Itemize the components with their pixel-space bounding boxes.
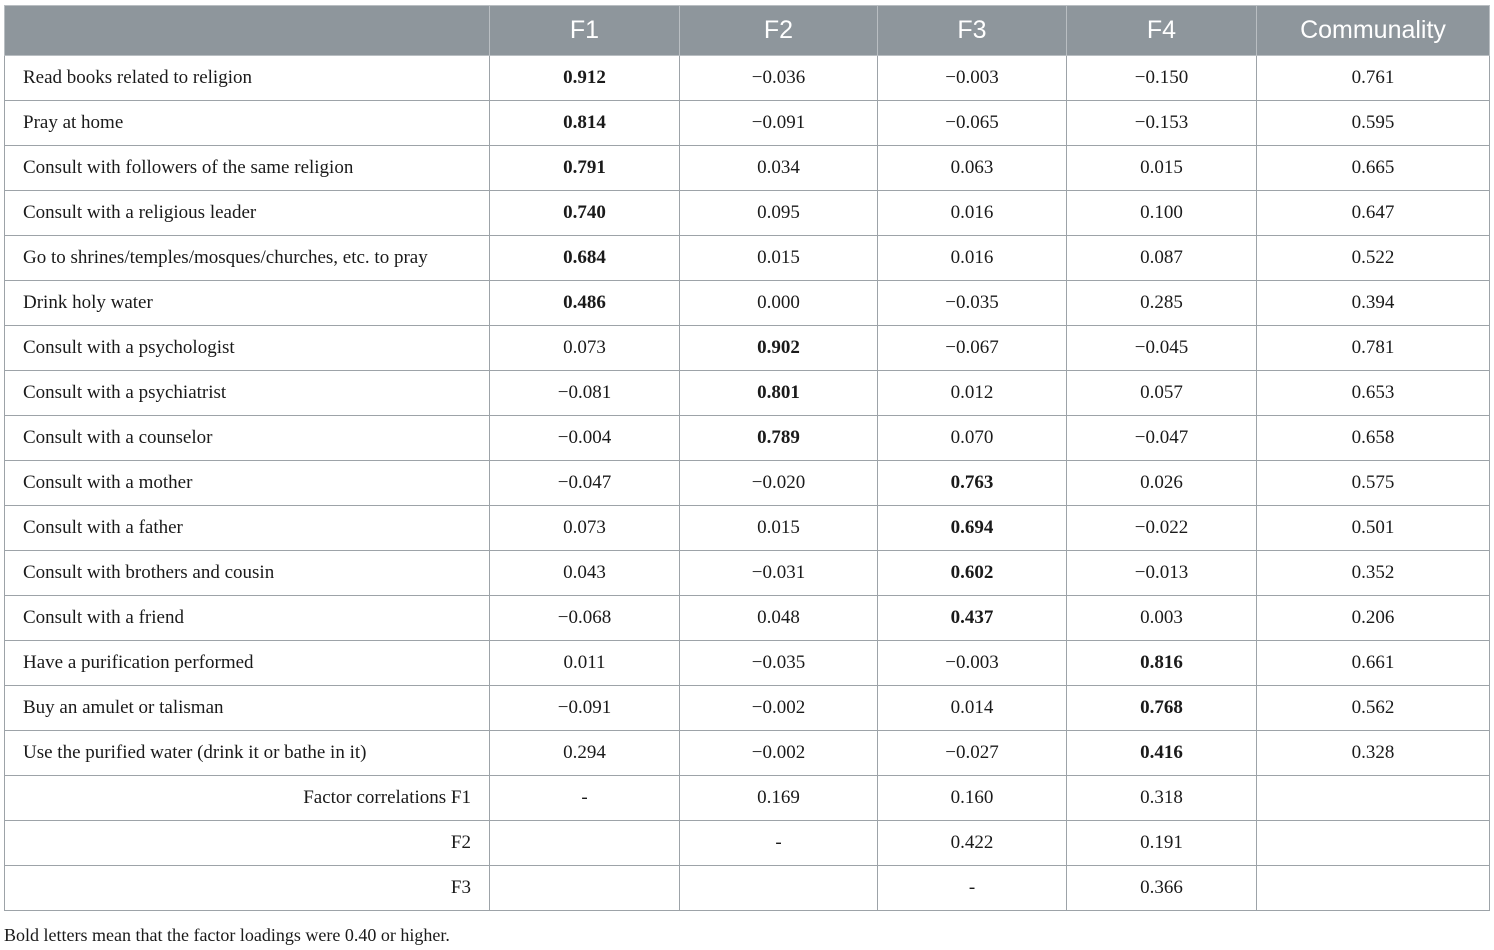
cell-communality: 0.665 [1257, 146, 1490, 191]
correlation-label: F3 [5, 866, 490, 911]
table-row [5, 326, 1490, 371]
bold-loading: 0.816 [1140, 652, 1183, 673]
cell-f1: - [490, 776, 680, 821]
cell-f3: 0.070 [878, 416, 1067, 461]
cell-f2: 0.015 [680, 236, 878, 281]
cell-f2: −0.020 [680, 461, 878, 506]
item-label: Consult with a father [5, 506, 490, 551]
table-row [5, 236, 1490, 281]
cell-f2: 0.048 [680, 596, 878, 641]
bold-loading: 0.763 [950, 472, 994, 493]
item-label: Buy an amulet or talisman [5, 686, 490, 731]
cell-f4: 0.366 [1067, 866, 1257, 911]
cell-f3: - [878, 866, 1067, 911]
correlation-label: F2 [5, 821, 490, 866]
cell-communality: 0.352 [1257, 551, 1490, 596]
item-label: Consult with followers of the same religion [5, 146, 490, 191]
table-row [5, 281, 1490, 326]
cell-f4: 0.057 [1067, 371, 1257, 416]
cell-f4 [1067, 731, 1257, 776]
cell-communality: 0.781 [1257, 326, 1490, 371]
correlation-row [5, 821, 1490, 866]
item-label: Consult with a religious leader [5, 191, 490, 236]
item-label: Have a purification performed [5, 641, 490, 686]
cell-f3 [878, 506, 1067, 551]
cell-communality: 0.562 [1257, 686, 1490, 731]
bold-loading: 0.602 [950, 562, 994, 583]
cell-f2: 0.095 [680, 191, 878, 236]
cell-f1 [490, 281, 680, 326]
table-row [5, 506, 1490, 551]
bold-loading: 0.814 [563, 112, 606, 133]
cell-f4: −0.013 [1067, 551, 1257, 596]
bold-loading: 0.801 [757, 382, 800, 403]
cell-f3: −0.035 [878, 281, 1067, 326]
cell-f4: −0.150 [1067, 56, 1257, 101]
cell-f1: 0.043 [490, 551, 680, 596]
cell-f3 [878, 461, 1067, 506]
cell-f2: −0.035 [680, 641, 878, 686]
cell-f1 [490, 236, 680, 281]
cell-communality: 0.658 [1257, 416, 1490, 461]
bold-loading: 0.684 [563, 247, 606, 268]
cell-f3: 0.012 [878, 371, 1067, 416]
cell-f1: 0.073 [490, 506, 680, 551]
table-header [5, 6, 1490, 56]
table-row [5, 371, 1490, 416]
bold-loading: 0.912 [563, 67, 606, 88]
cell-f3 [878, 551, 1067, 596]
bold-loading: 0.902 [757, 337, 800, 358]
bold-loading: 0.437 [950, 607, 994, 628]
table-row [5, 551, 1490, 596]
cell-f4: 0.026 [1067, 461, 1257, 506]
table-row [5, 731, 1490, 776]
cell-communality: 0.661 [1257, 641, 1490, 686]
header-cell-item [5, 6, 490, 56]
cell-communality [1257, 776, 1490, 821]
cell-communality: 0.575 [1257, 461, 1490, 506]
item-label: Use the purified water (drink it or bathe in it) [5, 731, 490, 776]
cell-f4: 0.100 [1067, 191, 1257, 236]
cell-f1: 0.294 [490, 731, 680, 776]
header-cell-f2: F2 [680, 6, 878, 56]
table-row [5, 596, 1490, 641]
bold-loading: 0.486 [563, 292, 606, 313]
table-row [5, 146, 1490, 191]
cell-f2: −0.031 [680, 551, 878, 596]
cell-f1 [490, 56, 680, 101]
cell-f4: −0.153 [1067, 101, 1257, 146]
header-row [5, 6, 1490, 56]
bold-loading: 0.694 [950, 517, 994, 538]
cell-f1: −0.068 [490, 596, 680, 641]
cell-f4: 0.015 [1067, 146, 1257, 191]
item-label: Consult with a mother [5, 461, 490, 506]
header-cell-f4: F4 [1067, 6, 1257, 56]
cell-communality: 0.328 [1257, 731, 1490, 776]
cell-f2: 0.169 [680, 776, 878, 821]
item-label: Consult with a psychiatrist [5, 371, 490, 416]
cell-f4: 0.285 [1067, 281, 1257, 326]
correlation-row [5, 776, 1490, 821]
item-label: Go to shrines/temples/mosques/churches, etc. to pray [5, 236, 490, 281]
cell-f2 [680, 326, 878, 371]
cell-f3: 0.016 [878, 236, 1067, 281]
table-row [5, 686, 1490, 731]
cell-f4: 0.087 [1067, 236, 1257, 281]
cell-f1 [490, 866, 680, 911]
cell-f4: 0.318 [1067, 776, 1257, 821]
cell-communality [1257, 821, 1490, 866]
cell-f4: 0.003 [1067, 596, 1257, 641]
cell-f4 [1067, 641, 1257, 686]
bold-loading: 0.740 [563, 202, 606, 223]
cell-f4: −0.045 [1067, 326, 1257, 371]
cell-communality: 0.394 [1257, 281, 1490, 326]
cell-f3: −0.003 [878, 641, 1067, 686]
cell-f4: −0.047 [1067, 416, 1257, 461]
cell-f3: 0.422 [878, 821, 1067, 866]
cell-f2: 0.034 [680, 146, 878, 191]
cell-communality: 0.595 [1257, 101, 1490, 146]
table-row [5, 416, 1490, 461]
item-label: Consult with a psychologist [5, 326, 490, 371]
table-body [5, 56, 1490, 911]
header-cell-communality: Communality [1257, 6, 1490, 56]
item-label: Pray at home [5, 101, 490, 146]
cell-f3: −0.067 [878, 326, 1067, 371]
cell-f3: −0.003 [878, 56, 1067, 101]
cell-f2 [680, 371, 878, 416]
item-label: Consult with brothers and cousin [5, 551, 490, 596]
cell-f3: −0.027 [878, 731, 1067, 776]
cell-f2: −0.036 [680, 56, 878, 101]
cell-f2: −0.002 [680, 686, 878, 731]
cell-f4: 0.191 [1067, 821, 1257, 866]
cell-f1 [490, 146, 680, 191]
item-label: Read books related to religion [5, 56, 490, 101]
bold-loading: 0.791 [563, 157, 606, 178]
cell-f1 [490, 101, 680, 146]
correlation-label: Factor correlations F1 [5, 776, 490, 821]
factor-loadings-table [4, 5, 1490, 911]
cell-f1: 0.073 [490, 326, 680, 371]
cell-f4: −0.022 [1067, 506, 1257, 551]
cell-f3: 0.014 [878, 686, 1067, 731]
bold-loading: 0.789 [757, 427, 800, 448]
cell-f2 [680, 866, 878, 911]
cell-f2: - [680, 821, 878, 866]
cell-f1 [490, 191, 680, 236]
cell-f3: 0.016 [878, 191, 1067, 236]
bold-loading: 0.768 [1140, 697, 1183, 718]
item-label: Consult with a friend [5, 596, 490, 641]
cell-communality: 0.206 [1257, 596, 1490, 641]
cell-communality: 0.522 [1257, 236, 1490, 281]
cell-communality [1257, 866, 1490, 911]
cell-f1: −0.081 [490, 371, 680, 416]
cell-communality: 0.647 [1257, 191, 1490, 236]
cell-f3: −0.065 [878, 101, 1067, 146]
cell-f2: −0.002 [680, 731, 878, 776]
bold-loading: 0.416 [1140, 742, 1183, 763]
table-row [5, 101, 1490, 146]
header-cell-f1: F1 [490, 6, 680, 56]
cell-communality: 0.761 [1257, 56, 1490, 101]
cell-f3 [878, 596, 1067, 641]
cell-f1 [490, 821, 680, 866]
cell-f3: 0.063 [878, 146, 1067, 191]
table-row [5, 191, 1490, 236]
cell-f2: −0.091 [680, 101, 878, 146]
cell-f4 [1067, 686, 1257, 731]
cell-communality: 0.653 [1257, 371, 1490, 416]
cell-f1: −0.091 [490, 686, 680, 731]
cell-f1: 0.011 [490, 641, 680, 686]
table-footnote: Bold letters mean that the factor loadings were 0.40 or higher. [4, 925, 450, 945]
cell-f2: 0.015 [680, 506, 878, 551]
table-row [5, 461, 1490, 506]
correlation-row [5, 866, 1490, 911]
cell-f2 [680, 416, 878, 461]
item-label: Drink holy water [5, 281, 490, 326]
item-label: Consult with a counselor [5, 416, 490, 461]
cell-f3: 0.160 [878, 776, 1067, 821]
cell-f1: −0.047 [490, 461, 680, 506]
cell-f2: 0.000 [680, 281, 878, 326]
cell-communality: 0.501 [1257, 506, 1490, 551]
header-cell-f3: F3 [878, 6, 1067, 56]
cell-f1: −0.004 [490, 416, 680, 461]
table-row [5, 56, 1490, 101]
table-row [5, 641, 1490, 686]
